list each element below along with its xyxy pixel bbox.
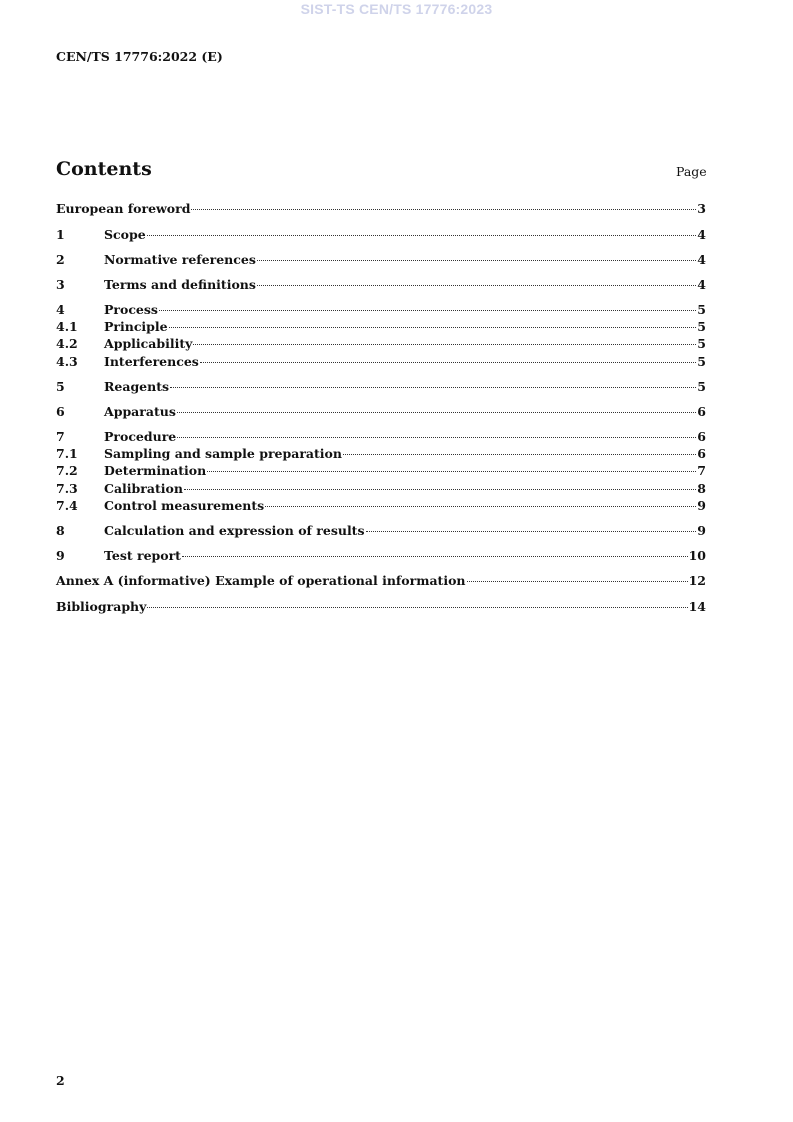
toc-entry-page: 9 [697,523,706,538]
toc-dot-leader [169,327,697,328]
toc-entry-title: Control measurements [104,498,265,513]
page-column-label: Page [676,164,707,179]
toc-entry-number: 5 [56,379,65,394]
toc-entry-page: 7 [697,463,706,478]
toc-entry-page: 6 [697,429,706,444]
toc-entry[interactable] [56,480,706,497]
toc-dot-leader [177,437,696,438]
toc-entry-page: 3 [697,201,706,216]
toc-entry-title: Normative references [104,252,256,267]
toc-entry-number: 7.4 [56,498,78,513]
toc-entry[interactable] [56,598,706,615]
toc-dot-leader [200,362,696,363]
toc-dot-leader [257,285,696,286]
toc-entry-page: 14 [688,599,706,614]
toc-entry-title: Terms and definitions [104,277,256,292]
toc-entry[interactable] [56,547,706,564]
toc-entry-number: 1 [56,227,65,242]
toc-entry-number: 7 [56,429,65,444]
toc-entry-number: 8 [56,523,65,538]
toc-entry[interactable] [56,335,706,352]
document-reference: CEN/TS 17776:2022 (E) [56,49,223,64]
toc-entry-title: European foreword [56,201,191,216]
toc-entry-page: 9 [697,498,706,513]
toc-entry-title: Calculation and expression of results [104,523,365,538]
toc-dot-leader [265,506,696,507]
toc-entry-number: 6 [56,404,65,419]
toc-entry-page: 6 [697,446,706,461]
toc-entry-number: 7.2 [56,463,78,478]
toc-entry-title: Process [104,302,158,317]
toc-dot-leader [159,310,696,311]
toc-entry-page: 12 [688,573,706,588]
toc-entry-number: 7.3 [56,481,78,496]
toc-dot-leader [207,471,696,472]
toc-entry[interactable] [56,318,706,335]
toc-entry-page: 4 [697,277,706,292]
toc-entry-page: 5 [697,336,706,351]
toc-entry-title: Sampling and sample preparation [104,446,342,461]
toc-dot-leader [343,454,696,455]
toc-entry-number: 4.1 [56,319,78,334]
toc-dot-leader [177,412,696,413]
toc-entry-number: 4.2 [56,336,78,351]
contents-title: Contents [56,158,152,180]
watermark: SIST-TS CEN/TS 17776:2023 [300,1,493,17]
toc-entry-title: Test report [104,548,181,563]
toc-entry[interactable] [56,378,706,395]
toc-dot-leader [191,209,696,210]
toc-entry-page: 4 [697,252,706,267]
toc-entry[interactable] [56,462,706,479]
toc-entry-number: 9 [56,548,65,563]
toc-entry-number: 4 [56,302,65,317]
toc-entry-page: 5 [697,302,706,317]
toc-entry-number: 4.3 [56,354,78,369]
toc-entry-page: 8 [697,481,706,496]
toc-entry[interactable] [56,403,706,420]
toc-dot-leader [182,556,688,557]
toc-entry[interactable] [56,226,706,243]
toc-entry[interactable] [56,353,706,370]
toc-entry-title: Interferences [104,354,199,369]
toc-entry-title: Principle [104,319,168,334]
toc-entry-number: 2 [56,252,65,267]
toc-entry-page: 5 [697,379,706,394]
toc-entry-title: Apparatus [104,404,176,419]
toc-entry-title: Calibration [104,481,183,496]
toc-dot-leader [257,260,696,261]
toc-entry[interactable] [56,522,706,539]
toc-entry-number: 7.1 [56,446,78,461]
toc-entry-title: Reagents [104,379,170,394]
toc-entry-title: Procedure [104,429,177,444]
toc-entry-number: 3 [56,277,65,292]
toc-entry-title: Bibliography [56,599,147,614]
toc-entry-title: Annex A (informative) Example of operational information [56,573,466,588]
toc-entry-title: Scope [104,227,146,242]
toc-entry[interactable] [56,497,706,514]
toc-dot-leader [467,581,688,582]
toc-dot-leader [184,489,696,490]
toc-entry-title: Applicability [104,336,193,351]
toc-entry[interactable] [56,572,706,589]
toc-dot-leader [147,235,697,236]
toc-entry[interactable] [56,251,706,268]
toc-entry-title: Determination [104,463,207,478]
toc-entry[interactable] [56,428,706,445]
toc-entry[interactable] [56,200,706,217]
toc-entry[interactable] [56,276,706,293]
toc-entry-page: 5 [697,319,706,334]
toc-entry-page: 10 [688,548,706,563]
toc-entry-page: 5 [697,354,706,369]
toc-dot-leader [193,344,696,345]
toc-dot-leader [170,387,696,388]
toc-entry-page: 6 [697,404,706,419]
footer-page-number: 2 [56,1073,65,1088]
toc-entry[interactable] [56,445,706,462]
toc-entry-page: 4 [697,227,706,242]
toc-entry[interactable] [56,301,706,318]
toc-dot-leader [147,607,687,608]
toc-dot-leader [366,531,697,532]
